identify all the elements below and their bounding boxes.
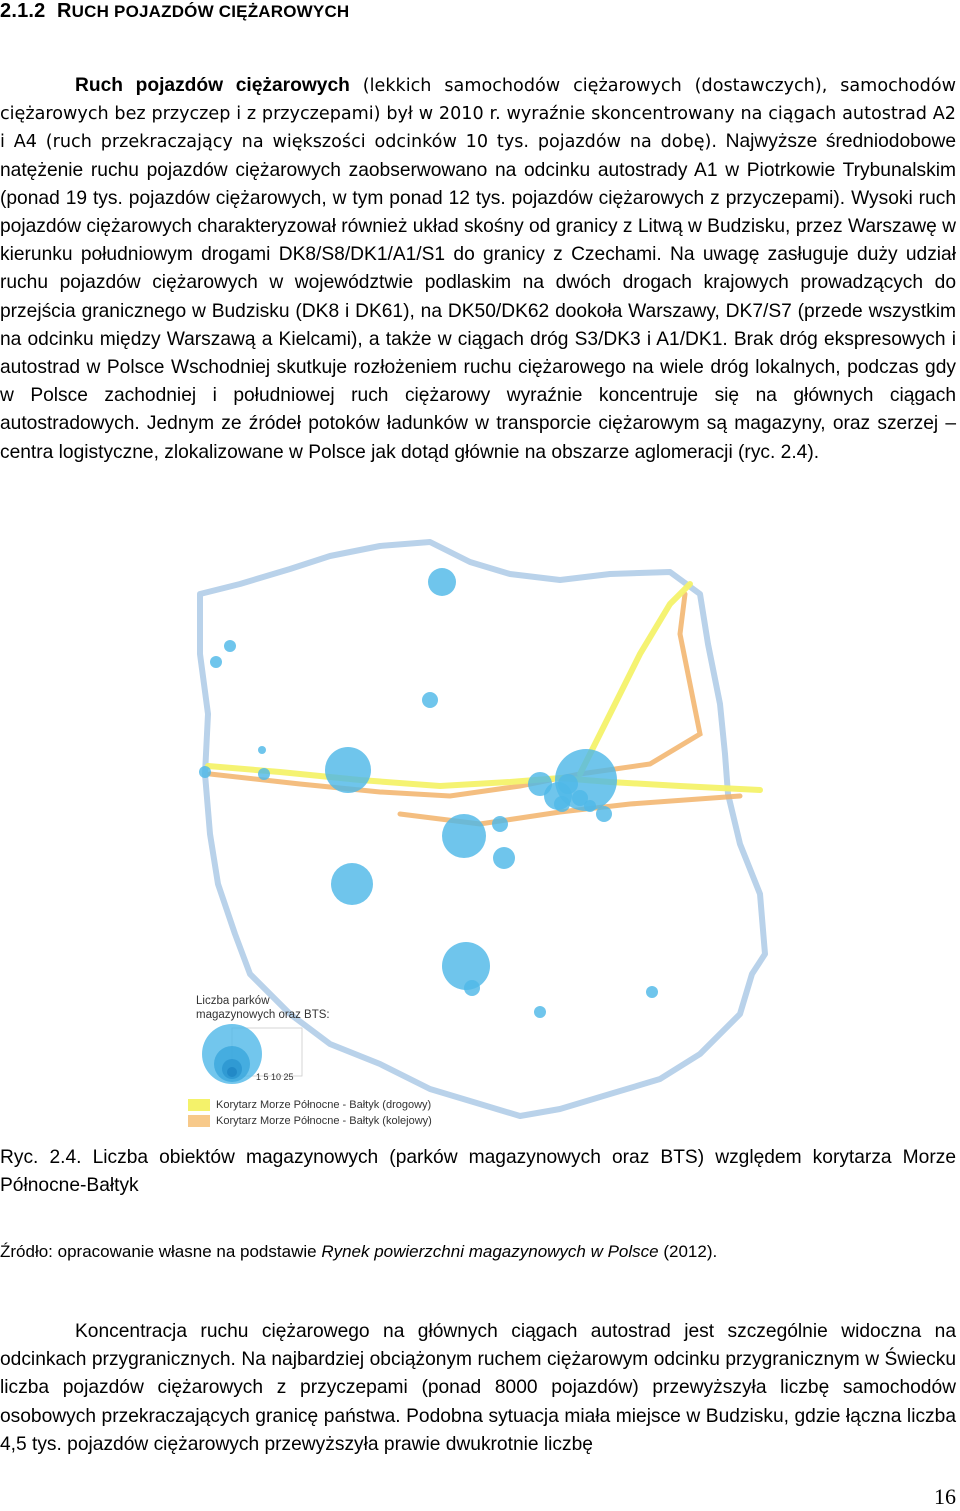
warehouse-bubble: [258, 746, 266, 754]
section-title-rest: UCH POJAZDÓW CIĘŻAROWYCH: [71, 2, 350, 21]
section-number: 2.1.2: [0, 0, 46, 22]
legend-label-road: Korytarz Morze Północne - Bałtyk (drogowy): [216, 1099, 432, 1111]
legend-bubble-1: [227, 1067, 237, 1077]
warehouse-bubble: [493, 847, 515, 869]
source-prefix: Źródło: opracowanie własne na podstawie: [0, 1242, 322, 1261]
warehouse-bubble: [422, 692, 438, 708]
warehouse-bubble: [224, 640, 236, 652]
page-number: 16: [934, 1484, 956, 1509]
warehouse-bubble: [534, 1006, 546, 1018]
legend-swatch-road: [188, 1099, 210, 1111]
figure-source: [0, 1240, 956, 1264]
warehouse-bubble: [331, 863, 373, 905]
warehouse-bubble: [646, 986, 658, 998]
warehouse-bubble: [258, 768, 270, 780]
source-suffix: (2012).: [658, 1242, 718, 1261]
legend-entry-road: [188, 1098, 431, 1112]
paragraph-truck-traffic: [0, 72, 956, 467]
map-figure: [180, 534, 780, 1134]
paragraph-text-2: Najwyższe średniodobowe natężenie ruchu pojazdów ciężarowych zaobserwowano na odcinku autostrady A1 w Piotrkowie Trybunalskim (ponad 19 tys. pojazdów ciężarowych, w tym ponad 12 tys. pojazdów ciężarowych z przyczepami). Wysoki ruch pojazdów ciężarowych charakteryzował również układ skośny od granicy z Litwą w Budzisku, przez Warszawę w kierunku południowym drogami DK8/S8/DK1/A1/S1 do granicy z Czechami. Na uwagę zasługuje duży udział ruchu pojazdów ciężarowych w województwie podlaskim na dwóch drogach krajowych prowadzących do przejścia granicznego w Budzisku (DK8 i DK61), na DK50/DK62 dookoła Warszawy, DK7/S7 (przede wszystkim na odcinku między Warszawą a Kielcami), a także w ciągach dróg S3/DK3 i A1/DK1. Brak dróg ekspresowych i autostrad w Polsce Wschodniej skutkuje rozłożeniem ruchu ciężarowego na wiele dróg lokalnych, podczas gdy w Polsce zachodniej i południowej ruch ciężarowy wyraźnie koncentruje się na głównych ciągach autostradowych. Jednym ze źródeł potoków ładunków w transporcie ciężarowym są magazyny, oraz szerzej – centra logistyczne, zlokalizowane w Polsce jak dotąd głównie na obszarze aglomeracji (ryc. 2.4).: [0, 131, 957, 463]
paragraph-text-1: (lekkich samochodów ciężarowych (dostawczych), samochodów ciężarowych bez przyczep i z przyczepami) był w 2010 r. wyraźnie skoncentrowany na ciągach autostrad A2 i A4 (ruch przekraczający na większości odcinków 10 tys. pojazdów na dobę).: [0, 76, 956, 153]
legend-ticks: 1 5 10 25: [256, 1072, 294, 1082]
paragraph-lead: Ruch pojazdów ciężarowych: [75, 75, 350, 96]
paragraph-border-traffic: [0, 1318, 956, 1459]
legend-entry-rail: [188, 1114, 432, 1128]
warehouse-bubble: [492, 816, 508, 832]
warehouse-bubble: [442, 814, 486, 858]
warehouse-bubble: [199, 766, 211, 778]
paragraph-2-text: Koncentracja ruchu ciężarowego na głównych ciągach autostrad jest szczególnie widoczna na odcinkach przygranicznych. Na najbardziej obciążonym ruchem ciężarowym odcinku przygranicznym w Świecku liczba pojazdów ciężarowych z przyczepami (ponad 8000 pojazdów) przewyższyła liczbę samochodów osobowych przekraczających granicę państwa. Podobna sytuacja miała miejsce w Budzisku, gdzie łączna liczba 4,5 tys. pojazdów ciężarowych przewyższyła prawie dwukrotnie liczbę: [0, 1321, 956, 1455]
warehouse-bubble: [558, 774, 578, 794]
warehouse-bubble: [210, 656, 222, 668]
legend-swatch-rail: [188, 1115, 210, 1127]
warehouse-bubble: [584, 800, 596, 812]
figure-caption: [0, 1144, 956, 1200]
section-title-initial: R: [57, 0, 72, 22]
section-heading: [0, 0, 960, 26]
figure-caption-text: Liczba obiektów magazynowych (parków magazynowych oraz BTS) względem korytarza Morze Północne-Bałtyk: [0, 1147, 956, 1196]
figure-label: Ryc. 2.4.: [0, 1147, 82, 1168]
legend-label-rail: Korytarz Morze Północne - Bałtyk (kolejowy): [216, 1115, 432, 1127]
source-title: Rynek powierzchni magazynowych w Polsce: [321, 1242, 659, 1261]
warehouse-bubble: [325, 747, 371, 793]
warehouse-bubble: [428, 568, 456, 596]
warehouse-bubble: [464, 980, 480, 996]
legend-title: Liczba parków magazynowych oraz BTS:: [196, 995, 330, 1021]
warehouse-bubble: [554, 796, 570, 812]
warehouse-bubble: [596, 806, 612, 822]
